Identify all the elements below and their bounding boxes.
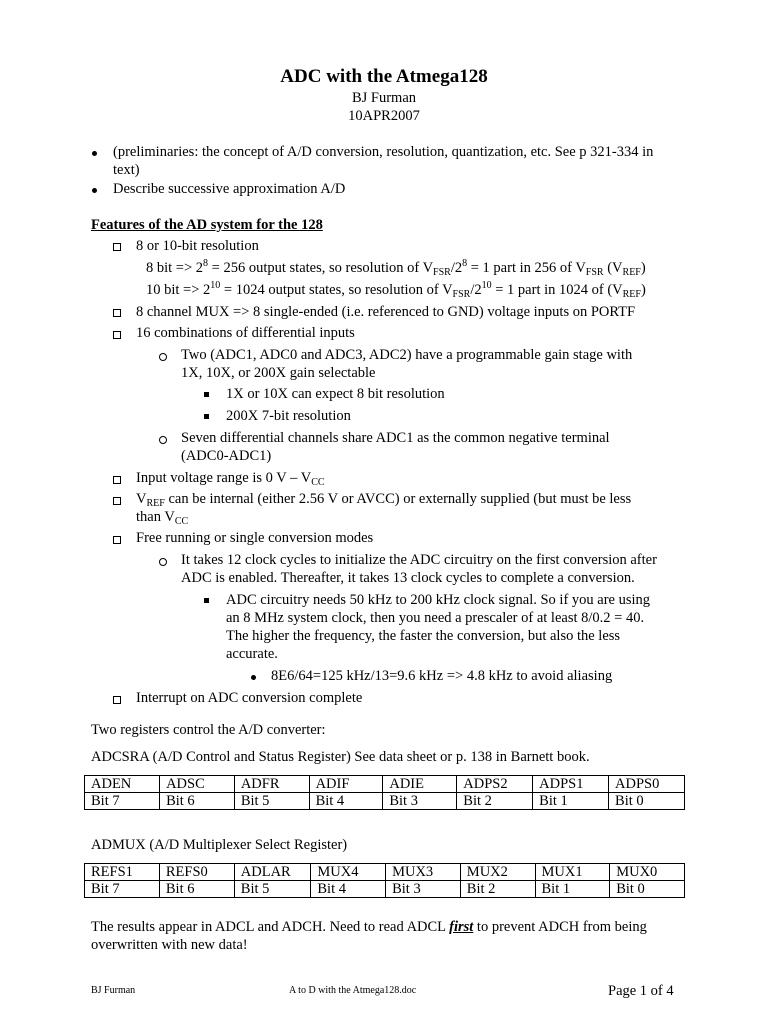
diff-two-line-2: 1X, 10X, or 200X gain selectable [181,365,376,381]
adcsra-bit-name: ADFR [234,776,309,793]
adcsra-register-table [84,775,685,810]
table-row [85,793,685,810]
feature-resolution: 8 or 10-bit resolution [136,238,259,254]
admux-bit-index: Bit 0 [610,881,685,898]
adcsra-bit-index: Bit 3 [383,793,457,810]
modes-clock-line-1: It takes 12 clock cycles to initialize the ADC circuitry on the first conversion after [181,552,657,568]
diff-seven-line-1: Seven differential channels share ADC1 as the common negative terminal [181,430,610,446]
adcsra-bit-index: Bit 7 [85,793,160,810]
admux-bit-index: Bit 4 [311,881,386,898]
footer-filename: A to D with the Atmega128.doc [289,985,417,996]
checkbox-square-icon [113,536,121,544]
circle-bullet-icon [159,558,167,566]
circle-bullet-icon [159,353,167,361]
registers-intro: Two registers control the A/D converter: [91,722,326,738]
results-line-1: The results appear in ADCL and ADCH. Need to read ADCL first to prevent ADCH from being [91,919,647,935]
modes-calc: 8E6/64=125 kHz/13=9.6 kHz => 4.8 kHz to avoid aliasing [271,668,613,684]
intro-bullet-1-line-1: (preliminaries: the concept of A/D conversion, resolution, quantization, etc. See p 321-334 in [113,144,654,160]
diff-two-line-1: Two (ADC1, ADC0 and ADC3, ADC2) have a programmable gain stage with [181,347,633,363]
footer-page-number: Page 1 of 4 [608,983,674,999]
admux-bit-name: MUX0 [610,864,685,881]
adcsra-bit-name: ADIF [309,776,383,793]
first-emphasis: first [449,919,474,935]
resolution-10bit-line: 10 bit => $2^{10} = 1024$ output states, so resolution of $V_{FSR}/2^{10} = 1$ part in 1024 of $(V_{REF})$ [146,280,646,300]
square-bullet-icon [204,598,209,603]
bullet-dot-icon [92,188,97,193]
adcsra-bit-name: ADSC [160,776,235,793]
admux-caption: ADMUX (A/D Multiplexer Select Register) [91,837,348,853]
diff-seven-line-2: (ADC0-ADC1) [181,448,272,464]
feature-differential: 16 combinations of differential inputs [136,325,355,341]
admux-bit-index: Bit 3 [386,881,461,898]
table-row [85,881,685,898]
intro-bullet-1-line-2: text) [113,162,140,178]
table-row [85,864,685,881]
modes-circuitry-line-2: an 8 MHz system clock, then you need a prescaler of at least 8/0.2 = 40. [226,610,645,626]
adcsra-caption: ADCSRA (A/D Control and Status Register) See data sheet or p. 138 in Barnett book. [91,749,590,765]
feature-interrupt: Interrupt on ADC conversion complete [136,690,363,706]
features-heading: Features of the AD system for the 128 [91,217,323,233]
admux-register-table [84,863,685,898]
checkbox-square-icon [113,243,121,251]
adcsra-bit-name: ADIE [383,776,457,793]
adcsra-bit-name: ADEN [85,776,160,793]
checkbox-square-icon [113,497,121,505]
adcsra-bit-index: Bit 5 [234,793,309,810]
adcsra-bit-name: ADPS1 [533,776,609,793]
modes-circuitry-line-4: accurate. [226,646,278,662]
bullet-dot-icon [92,151,97,156]
admux-bit-name: REFS0 [159,864,234,881]
results-line-2: overwritten with new data! [91,937,248,953]
intro-bullet-2: Describe successive approximation A/D [113,181,346,197]
feature-vref-line-1: $V_{REF}$ can be internal (either 2.56 V or AVCC) or externally supplied (but must be less [136,491,632,509]
footer-author: BJ Furman [91,985,136,996]
resolution-8bit-line: 8 bit => $2^8 = 256$ output states, so resolution of $V_{FSR}/2^8 = 1$ part in 256 of $V_{FSR}$ $(V_{REF})$ [146,258,646,278]
feature-vref-line-2: than $V_{CC}$ [136,509,189,527]
document-author: BJ Furman [351,90,417,106]
checkbox-square-icon [113,476,121,484]
feature-modes: Free running or single conversion modes [136,530,374,546]
adcsra-bit-index: Bit 0 [609,793,685,810]
admux-bit-index: Bit 1 [535,881,610,898]
square-bullet-icon [204,392,209,397]
diff-gain-2: 200X 7-bit resolution [226,408,351,424]
admux-bit-name: MUX2 [460,864,535,881]
square-bullet-icon [204,414,209,419]
adcsra-bit-name: ADPS0 [609,776,685,793]
admux-bit-name: MUX1 [535,864,610,881]
admux-bit-index: Bit 5 [234,881,311,898]
document-date: 10APR2007 [348,108,420,124]
modes-circuitry-line-1: ADC circuitry needs 50 kHz to 200 kHz clock signal. So if you are using [226,592,651,608]
admux-bit-name: ADLAR [234,864,311,881]
modes-circuitry-line-3: The higher the frequency, the faster the conversion, but also the less [226,628,621,644]
admux-bit-name: MUX3 [386,864,461,881]
bullet-dot-icon [251,675,256,680]
document-title: ADC with the Atmega128 [280,66,488,87]
admux-bit-index: Bit 2 [460,881,535,898]
checkbox-square-icon [113,696,121,704]
checkbox-square-icon [113,309,121,317]
admux-bit-name: REFS1 [85,864,160,881]
feature-mux: 8 channel MUX => 8 single-ended (i.e. referenced to GND) voltage inputs on PORTF [136,304,636,320]
table-row [85,776,685,793]
diff-gain-1: 1X or 10X can expect 8 bit resolution [226,386,445,402]
feature-input-range: Input voltage range is 0 V – $V_{CC}$ [136,470,325,488]
checkbox-square-icon [113,331,121,339]
admux-bit-index: Bit 6 [159,881,234,898]
adcsra-bit-index: Bit 6 [160,793,235,810]
adcsra-bit-name: ADPS2 [457,776,533,793]
circle-bullet-icon [159,436,167,444]
modes-clock-line-2: ADC is enabled. Thereafter, it takes 13 clock cycles to complete a conversion. [181,570,635,586]
admux-bit-index: Bit 7 [85,881,160,898]
adcsra-bit-index: Bit 2 [457,793,533,810]
adcsra-bit-index: Bit 4 [309,793,383,810]
adcsra-bit-index: Bit 1 [533,793,609,810]
admux-bit-name: MUX4 [311,864,386,881]
